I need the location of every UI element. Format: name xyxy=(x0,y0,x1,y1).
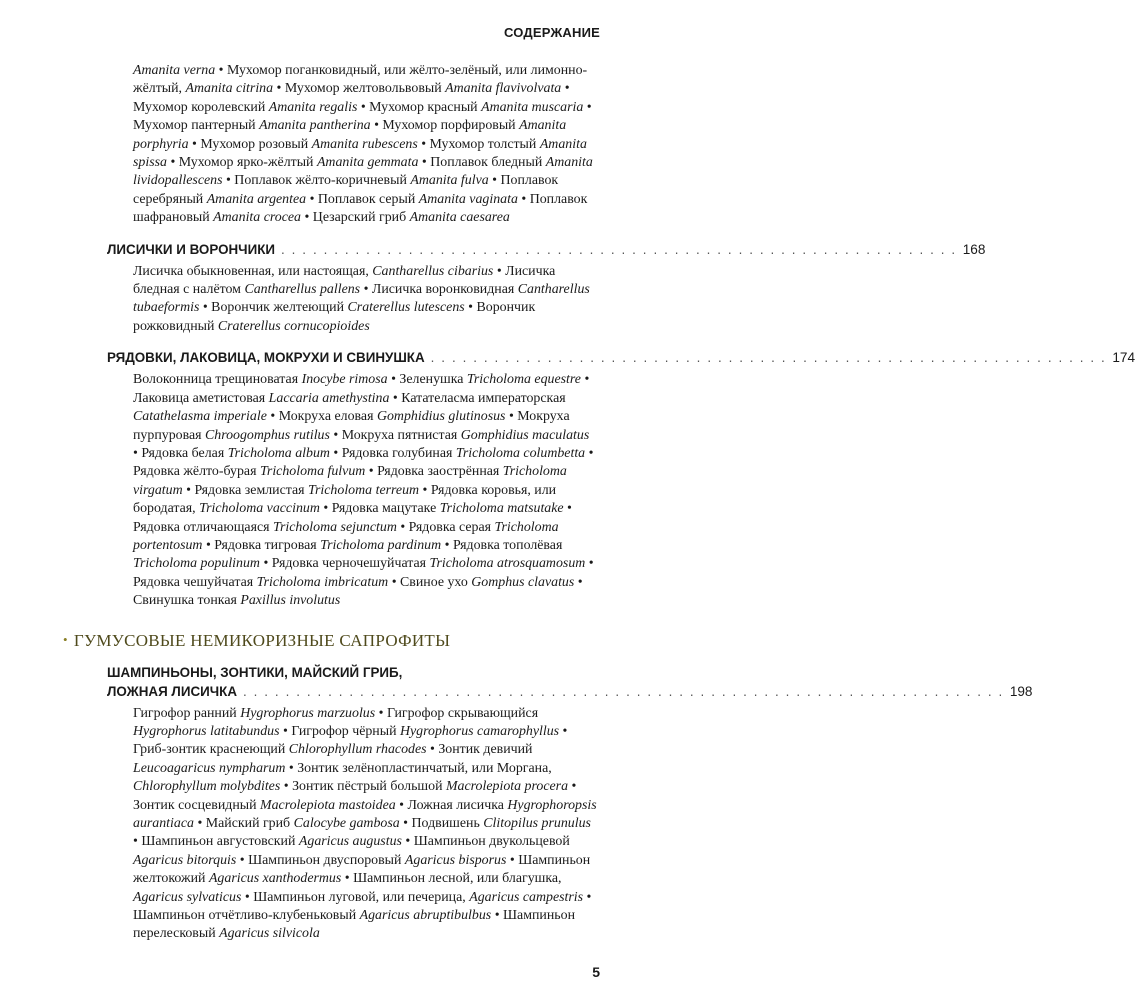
leader-dots: . . . . . . . . . . . . . . . . . . . . . . . . . . . . . . . . . . . . . . . . . . . . . . . . . . . . . . . . . . . . . . . . xyxy=(281,241,957,257)
latin-name: Tricholoma equestre xyxy=(466,372,581,388)
latin-name: Amanita vaginata xyxy=(418,191,518,207)
latin-name: Agaricus xanthodermus xyxy=(208,871,342,887)
latin-name: Amanita crocea xyxy=(213,210,301,226)
latin-name: Agaricus campestris xyxy=(469,889,584,905)
leader-dots: . . . . . . . . . . . . . . . . . . . . . . . . . . . . . . . . . . . . . . . . . . . . . . . . . . . . . . . . . . . . . . . . xyxy=(430,350,1107,366)
latin-name: Agaricus bitorquis xyxy=(133,852,237,868)
latin-name: Tricholoma atrosquamosum xyxy=(429,556,586,572)
latin-name: Leucoagaricus nympharum xyxy=(133,760,286,776)
latin-name: Amanita muscaria xyxy=(481,99,584,115)
latin-name: Macrolepiota mastoidea xyxy=(260,797,396,813)
latin-name: Hygrophorus camarophyllus xyxy=(399,723,560,739)
running-head: СОДЕРЖАНИЕ xyxy=(504,25,600,40)
section-heading xyxy=(63,631,597,651)
latin-name: Agaricus silvicola xyxy=(219,926,320,942)
toc-content xyxy=(63,54,1135,944)
latin-name: Tricholoma fulvum xyxy=(259,464,366,480)
latin-name: Amanita fulva xyxy=(410,173,489,189)
latin-name: Macrolepiota procera xyxy=(445,779,569,795)
toc-entry-tricholoma[interactable] xyxy=(107,348,1135,610)
latin-name: Hygrophorus latitabundus xyxy=(133,723,280,739)
latin-name: Tricholoma populinum xyxy=(133,556,260,572)
toc-entry-title-line2: ЛОЖНАЯ ЛИСИЧКА xyxy=(107,683,237,699)
toc-entry-title-line1: ШАМПИНЬОНЫ, ЗОНТИКИ, МАЙСКИЙ ГРИБ, xyxy=(107,664,403,680)
latin-name: Amanita caesarea xyxy=(409,210,510,226)
latin-name: Tricholoma sejunctum xyxy=(273,519,397,535)
toc-entry-heading xyxy=(107,240,986,259)
latin-name: Tricholoma pardinum xyxy=(320,537,442,553)
latin-name: Hygrophoropsis aurantiaca xyxy=(133,797,597,831)
species-list: Гигрофор ранний Hygrophorus marzuolus • Гигрофор скрывающийся Hygrophorus latitabundus • Гигрофор чёрный Hygrophorus camarophyllus • Гриб-зонтик краснеющий Chlorophyllum rhacodes • Зонтик девичий Leucoagaricus nympharum • Зонтик зелёнопластинчатый, или Моргана, Chlorophyllum molybdites • Зонтик пёстрый большой Macrolepiota procera • Зонтик сосцевидный Macrolepiota mastoidea • Ложная лисичка Hygrophoropsis aurantiaca • Майский гриб Calocybe gambosa • Подвишень Clitopilus prunulus • Шампиньон августовский Agaricus augustus • Шампиньон двукольцевой Agaricus bitorquis • Шампиньон двуспоровый Agaricus bisporus • Шампиньон желтокожий Agaricus xanthodermus • Шампиньон лесной, или благушка, Agaricus sylvaticus • Шампиньон луговой, или печерица, Agaricus campestris • Шампиньон отчётливо-клубеньковый Agaricus abruptibulbus • Шампиньон перелесковый Agaricus silvicola xyxy=(133,705,597,942)
toc-entry-chanterelles[interactable] xyxy=(107,240,986,337)
latin-name: Craterellus cornucopioides xyxy=(217,318,370,334)
leader-dots: . . . . . . . . . . . . . . . . . . . . . . . . . . . . . . . . . . . . . . . . . . . . . . . . . . . . . . . . . . . . . . . . . . . . . . . . xyxy=(243,683,1004,699)
toc-page-number: 168 xyxy=(962,241,986,257)
toc-page-number: 174 xyxy=(1112,350,1135,366)
latin-name: Amanita gemmata xyxy=(316,155,419,171)
latin-name: Agaricus bisporus xyxy=(404,852,507,868)
latin-name: Craterellus lutescens xyxy=(347,300,465,316)
latin-name: Hygrophorus marzuolus xyxy=(240,705,376,721)
toc-entry-agaricus[interactable] xyxy=(107,663,1033,944)
latin-name: Laccaria amethystina xyxy=(268,390,390,406)
toc-entry-title: РЯДОВКИ, ЛАКОВИЦА, МОКРУХИ И СВИНУШКА xyxy=(107,350,425,366)
species-list: Лисичка обыкновенная, или настоящая, Cantharellus cibarius • Лисичка бледная с налётом Cantharellus pallens • Лисичка воронковидная Cantharellus tubaeformis • Ворончик желтеющий Craterellus lutescens • Ворончик рожковидный Craterellus cornucopioides xyxy=(133,263,590,334)
toc-entry-heading xyxy=(107,348,1135,367)
latin-name: Inocybe rimosa xyxy=(301,372,388,388)
latin-name: Amanita porphyria xyxy=(133,118,567,152)
latin-name: Chlorophyllum rhacodes xyxy=(288,742,427,758)
intro-species-list: Amanita verna • Мухомор поганковидный, или жёлто-зелёный, или лимонно-жёлтый, Amanita citrina • Мухомор желтовольвовый Amanita flavivolvata • Мухомор королевский Amanita regalis • Мухомор красный Amanita muscaria • Мухомор пантерный Amanita pantherina • Мухомор порфировый Amanita porphyria • Мухомор розовый Amanita rubescens • Мухомор толстый Amanita spissa • Мухомор ярко-жёлтый Amanita gemmata • Поплавок бледный Amanita lividopallescens • Поплавок жёлто-коричневый Amanita fulva • Поплавок серебряный Amanita argentea • Поплавок серый Amanita vaginata • Поплавок шафрановый Amanita crocea • Цезарский гриб Amanita caesarea xyxy=(133,63,593,226)
latin-name: Tricholoma columbetta xyxy=(455,445,586,461)
latin-name: Cantharellus cibarius xyxy=(372,263,494,279)
latin-name: Tricholoma album xyxy=(227,445,330,461)
latin-name: Amanita verna xyxy=(133,63,216,78)
latin-name: Amanita rubescens xyxy=(311,136,418,152)
latin-name: Catathelasma imperiale xyxy=(133,409,267,425)
latin-name: Gomphidius glutinosus xyxy=(376,409,506,425)
latin-name: Gomphus clavatus xyxy=(471,574,575,590)
latin-name: Amanita pantherina xyxy=(259,118,371,134)
section-bullet: • xyxy=(63,631,68,647)
latin-name: Tricholoma portentosum xyxy=(133,519,559,553)
section-title: ГУМУСОВЫЕ НЕМИКОРИЗНЫЕ САПРОФИТЫ xyxy=(73,630,451,650)
latin-name: Tricholoma matsutake xyxy=(439,501,564,517)
latin-name: Tricholoma vaccinum xyxy=(199,501,320,517)
latin-name: Clitopilus prunulus xyxy=(483,816,591,831)
page-number: 5 xyxy=(592,964,600,980)
latin-name: Chroogomphus rutilus xyxy=(205,427,330,443)
latin-name: Agaricus augustus xyxy=(298,834,402,850)
latin-name: Agaricus sylvaticus xyxy=(133,889,242,905)
species-list: Волоконница трещиноватая Inocybe rimosa • Зеленушка Tricholoma equestre • Лаковица аметистовая Laccaria amethystina • Катателасма императорская Catathelasma imperiale • Мокруха еловая Gomphidius glutinosus • Мокруха пурпуровая Chroogomphus rutilus • Мокруха пятнистая Gomphidius maculatus • Рядовка белая Tricholoma album • Рядовка голубиная Tricholoma columbetta • Рядовка жёлто-бурая Tricholoma fulvum • Рядовка заострённая Tricholoma virgatum • Рядовка землистая Tricholoma terreum • Рядовка коровья, или бородатая, Tricholoma vaccinum • Рядовка мацутаке Tricholoma matsutake • Рядовка отличающаяся Tricholoma sejunctum • Рядовка серая Tricholoma portentosum • Рядовка тигровая Tricholoma pardinum • Рядовка тополёвая Tricholoma populinum • Рядовка черночешуйчатая Tricholoma atrosquamosum • Рядовка чешуйчатая Tricholoma imbricatum • Свиное ухо Gomphus clavatus • Свинушка тонкая Paxillus involutus xyxy=(133,372,594,609)
latin-name: Amanita argentea xyxy=(206,191,307,207)
latin-name: Amanita flavivolvata xyxy=(445,81,562,97)
latin-name: Calocybe gambosa xyxy=(293,816,400,831)
latin-name: Amanita spissa xyxy=(133,136,587,171)
latin-name: Tricholoma terreum xyxy=(308,482,420,498)
latin-name: Tricholoma virgatum xyxy=(133,464,567,498)
latin-name: Agaricus abruptibulbus xyxy=(359,908,492,924)
latin-name: Cantharellus pallens xyxy=(244,282,361,298)
latin-name: Amanita regalis xyxy=(268,99,358,115)
latin-name: Paxillus involutus xyxy=(240,593,341,609)
latin-name: Cantharellus tubaeformis xyxy=(133,282,590,316)
latin-name: Amanita citrina xyxy=(185,81,274,97)
latin-name: Gomphidius maculatus xyxy=(460,427,590,443)
toc-entry-heading xyxy=(107,682,1033,701)
latin-name: Chlorophyllum molybdites xyxy=(133,779,281,795)
toc-entry-title: ЛИСИЧКИ И ВОРОНЧИКИ xyxy=(107,241,276,257)
latin-name: Amanita lividopallescens xyxy=(133,155,593,189)
latin-name: Tricholoma imbricatum xyxy=(256,574,389,590)
toc-page-number: 198 xyxy=(1009,683,1033,699)
